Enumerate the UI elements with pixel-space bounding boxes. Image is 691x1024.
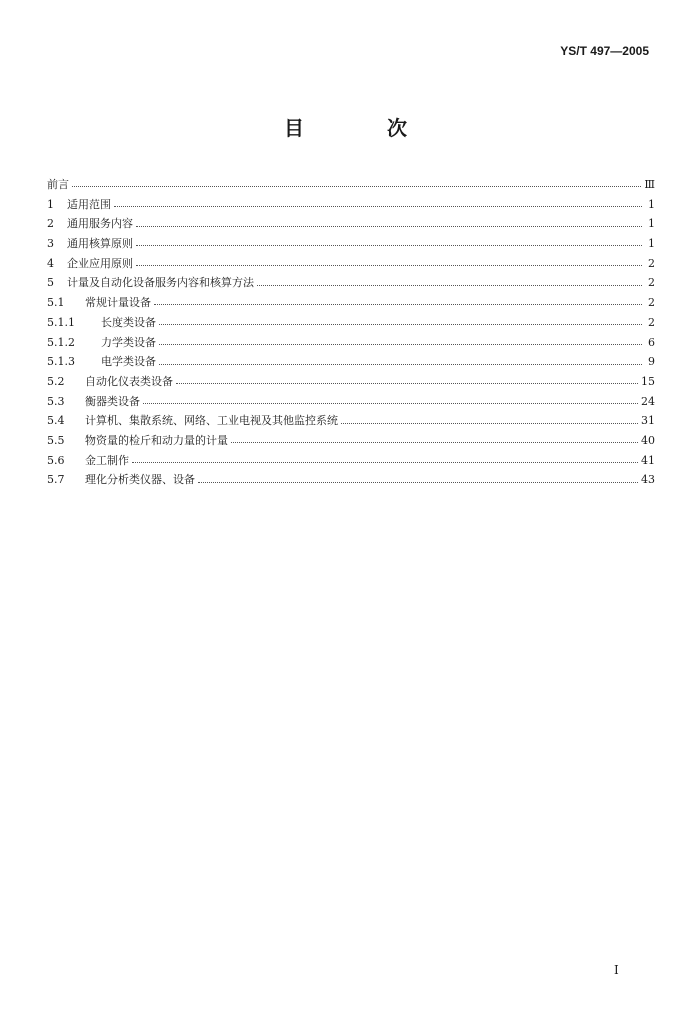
toc-entry-title: 长度类设备 [101, 315, 156, 329]
toc-leader-dots [154, 303, 642, 305]
toc-entry-title: 适用范围 [67, 197, 111, 211]
toc-entry-number: 5.6 [47, 453, 65, 467]
toc-leader-dots [341, 422, 638, 424]
toc-entry-page: 2 [648, 296, 655, 310]
toc-leader-dots [136, 225, 642, 227]
toc-entry-number: 5.1 [47, 296, 65, 310]
toc-entry-page: 2 [648, 276, 655, 290]
toc-entry-page: 2 [648, 315, 655, 329]
toc-entry[interactable] [47, 470, 655, 490]
toc-entry-title: 计算机、集散系统、网络、工业电视及其他监控系统 [85, 414, 338, 428]
toc-entry[interactable] [47, 411, 655, 431]
toc-entry-number: 5.3 [47, 394, 65, 408]
toc-entry-title: 电学类设备 [101, 355, 156, 369]
toc-entry-title: 计量及自动化设备服务内容和核算方法 [67, 276, 254, 290]
toc-entry-title: 金工制作 [85, 453, 129, 467]
toc-entry[interactable] [47, 392, 655, 412]
toc-leader-dots [176, 382, 638, 384]
toc-entry-number: 5.1.1 [47, 315, 75, 329]
toc-entry-page: 41 [641, 453, 655, 467]
toc-leader-dots [72, 185, 641, 187]
toc-entry-page: 31 [641, 414, 655, 428]
toc-entry-number: 5 [47, 276, 54, 290]
toc-entry[interactable] [47, 372, 655, 392]
page-number: I [614, 963, 619, 977]
toc-entry-title: 企业应用原则 [67, 256, 133, 270]
toc-leader-dots [114, 205, 642, 207]
toc-entry[interactable] [47, 451, 655, 471]
page-title: 目 次 [284, 116, 445, 140]
toc-entry-page: 40 [641, 433, 655, 447]
toc-entry-number: 5.5 [47, 433, 65, 447]
toc-entry-title: 物资量的检斤和动力量的计量 [85, 433, 228, 447]
toc-leader-dots [231, 441, 638, 443]
toc-leader-dots [159, 363, 642, 365]
toc-entry-page: 1 [648, 237, 655, 251]
toc-leader-dots [136, 264, 642, 266]
toc-entry-title: 常规计量设备 [85, 296, 151, 310]
toc-entry[interactable] [47, 352, 655, 372]
toc-entry-page: 2 [648, 256, 655, 270]
toc-entry[interactable] [47, 333, 655, 353]
toc-entry-page: 24 [641, 394, 655, 408]
toc-entry[interactable] [47, 195, 655, 215]
toc-entry[interactable] [47, 234, 655, 254]
toc-entry[interactable] [47, 175, 655, 195]
toc-entry-title: 自动化仪表类设备 [85, 374, 173, 388]
toc-entry-number: 3 [47, 237, 54, 251]
toc-entry-page: 6 [648, 335, 655, 349]
table-of-contents [47, 175, 655, 490]
toc-leader-dots [159, 343, 642, 345]
toc-entry-number: 5.2 [47, 374, 65, 388]
toc-entry-number: 4 [47, 256, 54, 270]
toc-entry-title: 通用服务内容 [67, 217, 133, 231]
toc-entry[interactable] [47, 254, 655, 274]
toc-entry[interactable] [47, 431, 655, 451]
toc-entry-title: 衡器类设备 [85, 394, 140, 408]
toc-leader-dots [143, 402, 638, 404]
toc-entry-title: 理化分析类仪器、设备 [85, 473, 195, 487]
toc-entry-number: 5.1.3 [47, 355, 75, 369]
toc-entry-title: 力学类设备 [101, 335, 156, 349]
toc-entry-title: 前言 [47, 178, 69, 191]
toc-entry-title: 通用核算原则 [67, 237, 133, 251]
toc-entry-page: 1 [648, 217, 655, 231]
toc-entry-number: 2 [47, 217, 54, 231]
toc-entry-page: 43 [641, 473, 655, 487]
toc-entry-number: 5.4 [47, 414, 65, 428]
toc-leader-dots [136, 244, 642, 246]
toc-entry-number: 1 [47, 197, 54, 211]
toc-entry[interactable] [47, 273, 655, 293]
toc-leader-dots [132, 461, 638, 463]
toc-entry-number: 5.7 [47, 473, 65, 487]
toc-leader-dots [159, 323, 642, 325]
toc-entry[interactable] [47, 313, 655, 333]
toc-entry-page: 9 [648, 355, 655, 369]
toc-entry-page: Ⅲ [644, 178, 655, 191]
toc-leader-dots [257, 284, 642, 286]
toc-entry[interactable] [47, 293, 655, 313]
toc-entry-page: 1 [648, 197, 655, 211]
toc-entry[interactable] [47, 214, 655, 234]
toc-entry-page: 15 [641, 374, 655, 388]
standard-code: YS/T 497—2005 [560, 44, 649, 58]
toc-leader-dots [198, 481, 638, 483]
toc-entry-number: 5.1.2 [47, 335, 75, 349]
